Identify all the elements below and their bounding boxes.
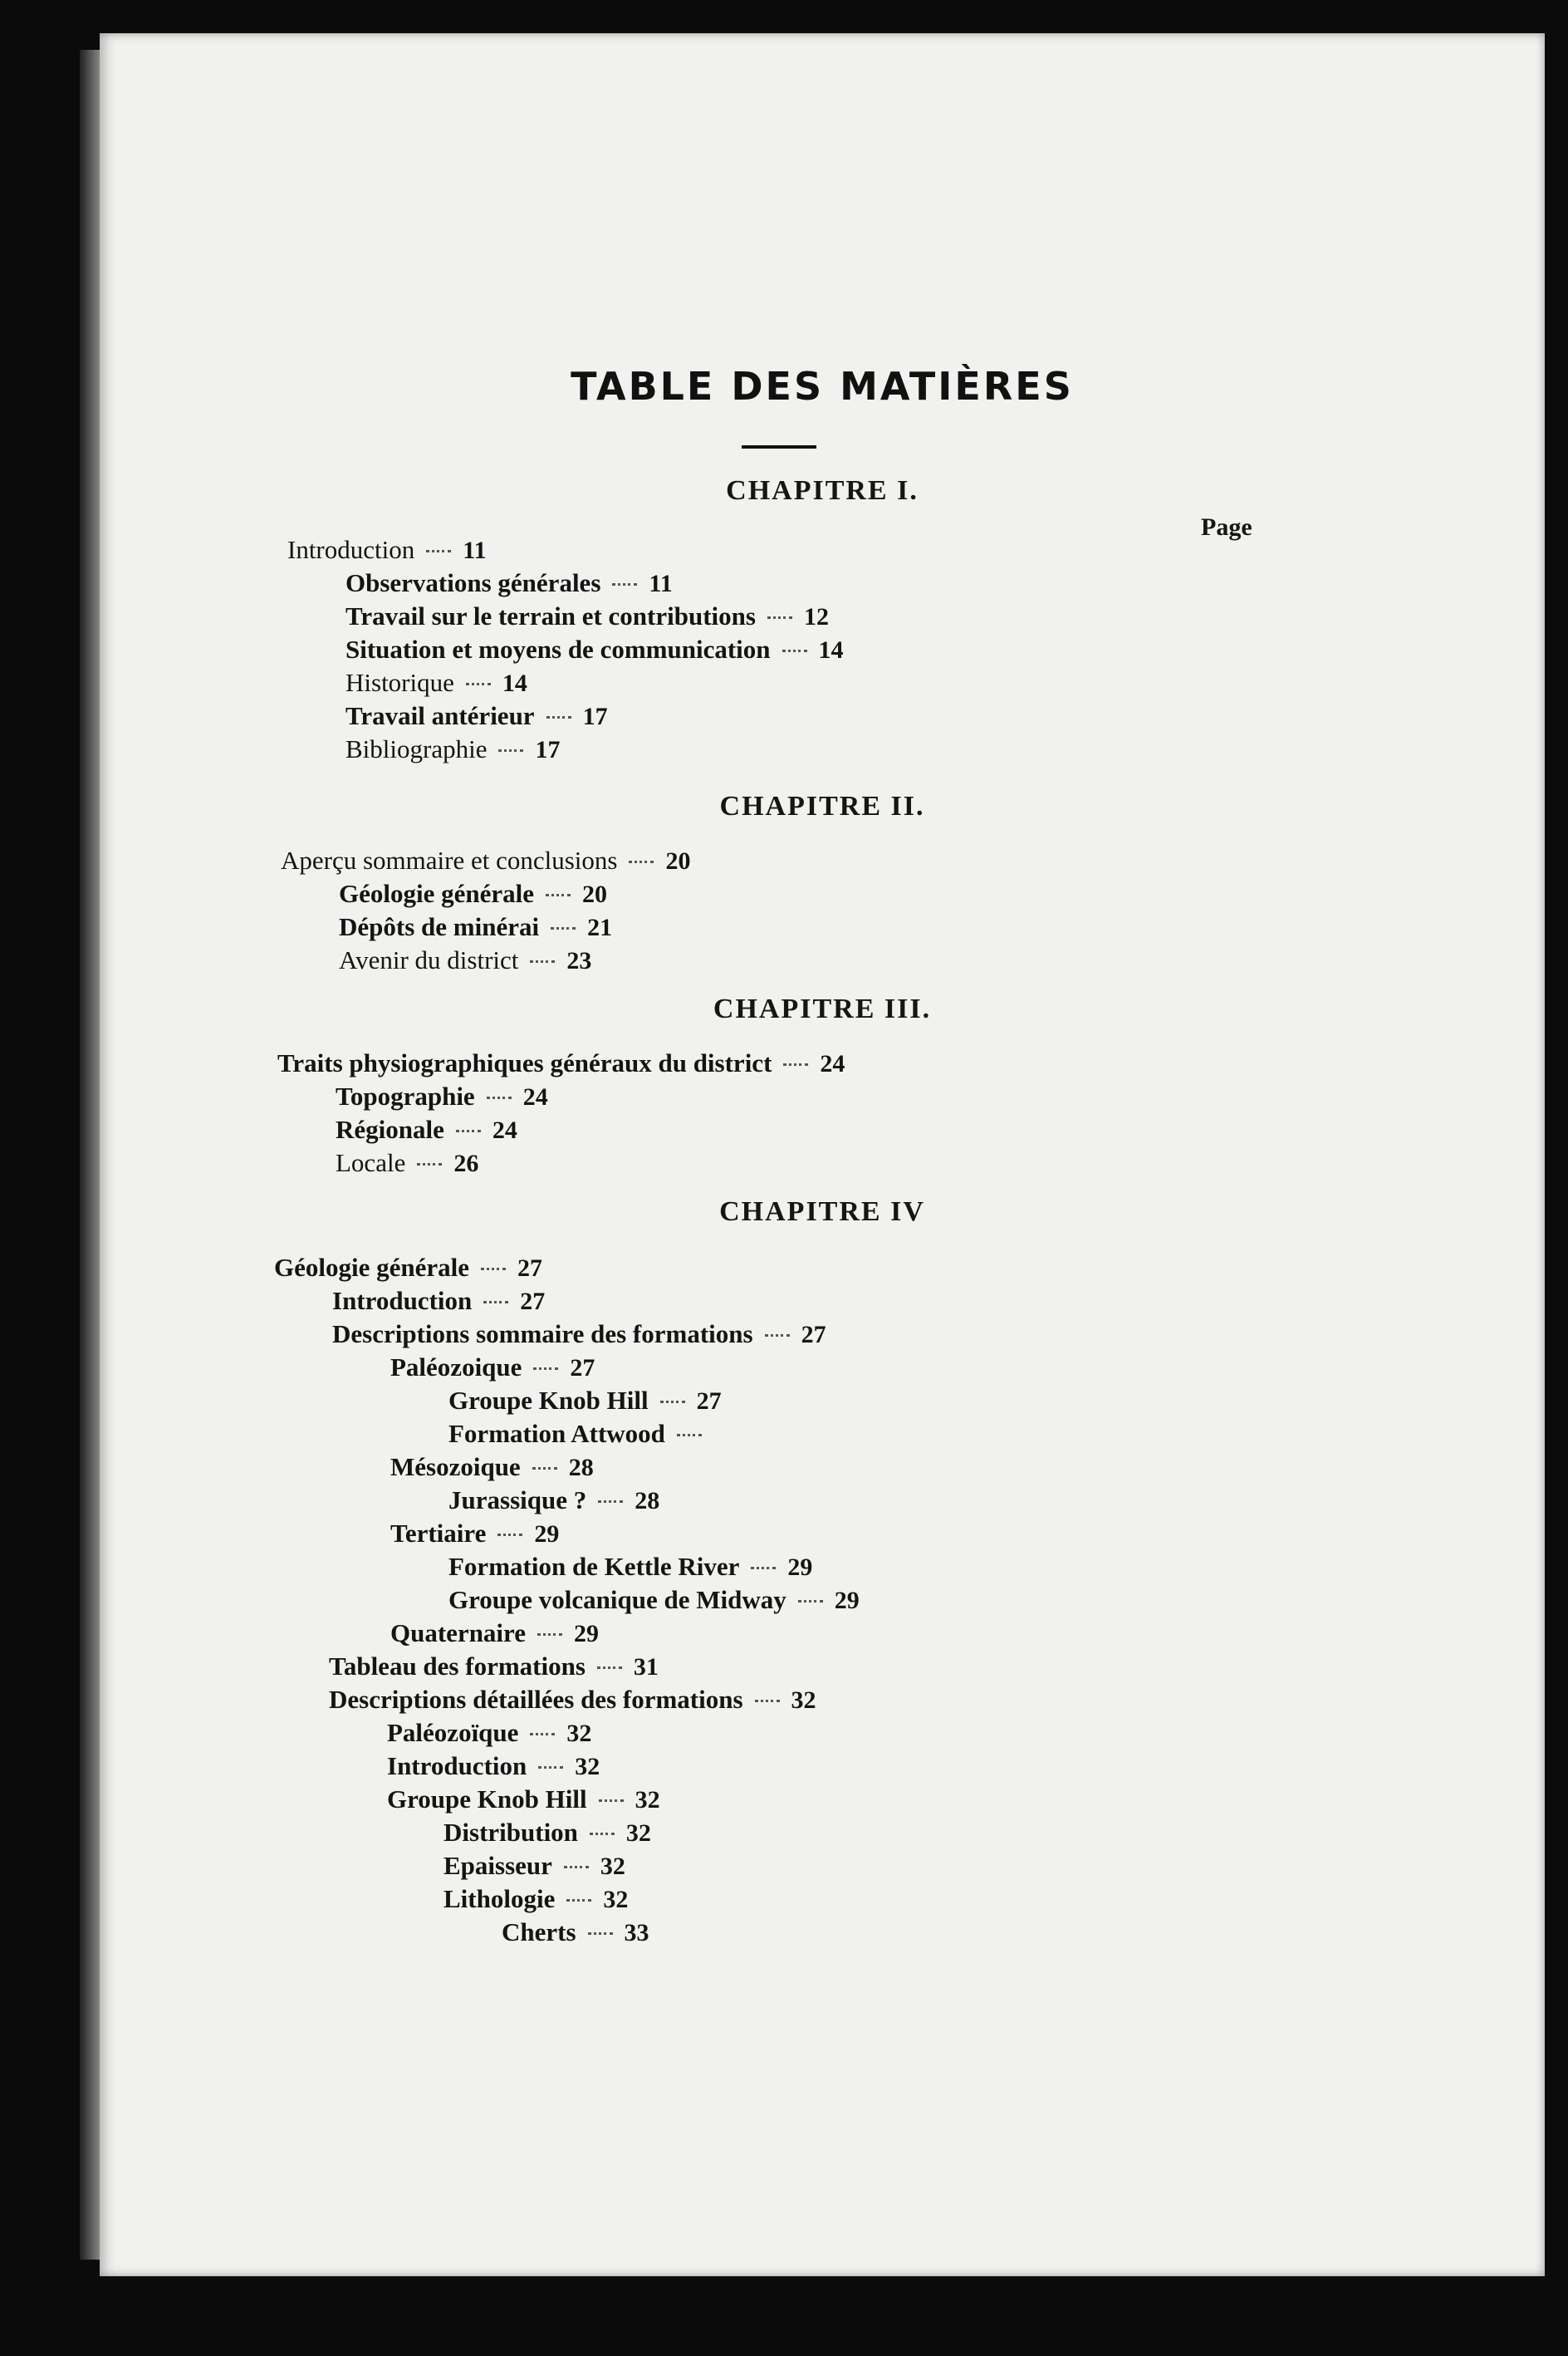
toc-entry-label: Cherts (502, 1917, 576, 1946)
dot-leader (538, 1766, 563, 1769)
toc-entry-label: Groupe Knob Hill (448, 1386, 649, 1415)
toc-entry-page: 32 (635, 1786, 660, 1814)
dot-leader (782, 650, 807, 652)
toc-entry-page: 29 (574, 1620, 600, 1647)
toc-entry-page: 29 (787, 1553, 813, 1581)
toc-entry-label: Situation et moyens de communication (345, 635, 771, 664)
dot-leader (765, 1334, 790, 1337)
toc-entry-label: Groupe volcanique de Midway (448, 1585, 786, 1614)
page-title: TABLE DES MATIÈRES (571, 364, 1074, 409)
toc-entry-page: 29 (534, 1520, 560, 1548)
toc-entry-label: Travail antérieur (345, 701, 535, 730)
toc-entry-label: Descriptions sommaire des formations (332, 1319, 753, 1348)
dot-leader (546, 716, 571, 719)
toc-entry-page: 26 (453, 1150, 479, 1177)
toc-entry-label: Géologie générale (274, 1253, 469, 1282)
toc-entry-page: 32 (625, 1819, 651, 1847)
toc-entry-page: 27 (696, 1387, 722, 1415)
toc-entry-page: 20 (665, 847, 691, 875)
toc-entry-label: Formation Attwood (448, 1419, 665, 1448)
toc-entry-label: Mésozoique (390, 1452, 521, 1481)
dot-leader (597, 1666, 622, 1669)
dot-leader (530, 960, 555, 963)
dot-leader (564, 1866, 589, 1868)
toc-entry-label: Paléozoique (390, 1352, 522, 1382)
toc-entry-label: Locale (336, 1148, 406, 1177)
toc-entry-page: 32 (791, 1686, 816, 1714)
dot-leader (599, 1799, 624, 1802)
toc-entry-page: 32 (600, 1853, 625, 1880)
dot-leader (755, 1700, 780, 1702)
toc-entry-label: Introduction (332, 1286, 473, 1315)
toc-entry-page: 17 (535, 736, 561, 763)
toc-entry-label: Dépôts de minérai (339, 912, 540, 941)
title-underline-rule (742, 445, 816, 449)
toc-entry-page: 20 (582, 881, 607, 908)
toc-entry-page: 27 (570, 1354, 595, 1382)
dot-leader (566, 1899, 591, 1902)
toc-entry-page: 17 (582, 703, 608, 730)
dot-leader (798, 1600, 823, 1603)
dot-leader (532, 1467, 557, 1470)
toc-entry-label: Distribution (443, 1818, 578, 1847)
dot-leader (466, 683, 491, 685)
toc-entry-label: Tertiaire (390, 1519, 487, 1548)
toc-entry-label: Tableau des formations (329, 1652, 586, 1681)
dot-leader (481, 1268, 506, 1270)
dot-leader (498, 749, 523, 752)
toc-entry-page: 27 (520, 1288, 546, 1315)
dot-leader (533, 1367, 558, 1370)
toc-entry-label: Quaternaire (390, 1618, 527, 1647)
toc-entry-label: Introduction (287, 535, 415, 564)
dot-leader (660, 1401, 685, 1403)
toc-entry-label: Géologie générale (339, 879, 534, 908)
toc-entry-page: 32 (575, 1753, 600, 1780)
toc-entry-label: Travail sur le terrain et contributions (345, 601, 756, 631)
dot-leader (612, 583, 637, 586)
dot-leader (530, 1733, 555, 1735)
toc-entry-page: 12 (803, 603, 829, 631)
toc-entry-label: Formation de Kettle River (448, 1552, 740, 1581)
toc-entry-label: Aperçu sommaire et conclusions (281, 846, 618, 875)
toc-entry-label: Avenir du district (339, 945, 519, 974)
toc-entry-label: Introduction (387, 1751, 527, 1780)
toc-entry-page: 11 (463, 537, 487, 564)
chapter-heading-2: CHAPITRE II. (719, 791, 925, 822)
toc-entry-page: 32 (603, 1886, 629, 1913)
dot-leader (751, 1567, 776, 1569)
toc-entry-label: Observations générales (345, 568, 601, 597)
page-column-header: Page (1201, 513, 1252, 541)
toc-entry-label: Lithologie (443, 1884, 556, 1913)
toc-entry-page: 28 (568, 1454, 594, 1481)
toc-entry-page: 21 (587, 914, 613, 941)
toc-entry-label: Groupe Knob Hill (387, 1784, 587, 1814)
chapter-heading-3: CHAPITRE III. (713, 994, 932, 1024)
toc-entry-label: Jurassique ? (448, 1485, 587, 1514)
toc-entry-label: Traits physiographiques généraux du district (277, 1048, 772, 1077)
dot-leader (588, 1932, 613, 1935)
toc-entry-label: Topographie (336, 1082, 475, 1111)
toc-entry-page: 24 (820, 1050, 845, 1077)
dot-leader (783, 1063, 808, 1066)
dot-leader (537, 1633, 562, 1636)
dot-leader (590, 1833, 615, 1835)
dot-leader (629, 861, 654, 863)
chapter-heading-4: CHAPITRE IV (719, 1196, 925, 1227)
dot-leader (497, 1534, 522, 1536)
document-page (100, 33, 1545, 2276)
toc-entry-page: 14 (818, 636, 844, 664)
dot-leader (456, 1130, 481, 1132)
dot-leader (417, 1163, 442, 1166)
dot-leader (677, 1434, 702, 1436)
dot-leader (487, 1097, 512, 1099)
toc-entry-page: 32 (566, 1720, 592, 1747)
dot-leader (546, 894, 571, 896)
toc-entry-page: 29 (834, 1587, 860, 1614)
toc-entry-page: 27 (801, 1321, 826, 1348)
toc-entry-page: 23 (566, 947, 592, 974)
toc-entry-page: 28 (635, 1487, 660, 1514)
toc-entry-label: Historique (345, 668, 454, 697)
toc-entry-label: Régionale (336, 1115, 444, 1144)
toc-entry-label: Paléozoïque (387, 1718, 519, 1747)
toc-entry-page: 14 (502, 670, 527, 697)
chapter-heading-1: CHAPITRE I. (726, 475, 919, 506)
dot-leader (551, 927, 576, 930)
toc-entry-label: Bibliographie (345, 734, 488, 763)
toc-entry-page: 24 (522, 1083, 548, 1111)
toc-entry-page: 27 (517, 1254, 542, 1282)
toc-entry-page: 31 (633, 1653, 659, 1681)
toc-entry-page: 33 (624, 1919, 649, 1946)
dot-leader (767, 616, 792, 619)
dot-leader (483, 1301, 508, 1303)
toc-entry-page: 24 (492, 1117, 517, 1144)
toc-entry-page: 11 (649, 570, 673, 597)
dot-leader (426, 550, 451, 552)
toc-entry-label: Descriptions détaillées des formations (329, 1685, 743, 1714)
dot-leader (598, 1500, 623, 1503)
toc-entry-label: Epaisseur (443, 1851, 552, 1880)
